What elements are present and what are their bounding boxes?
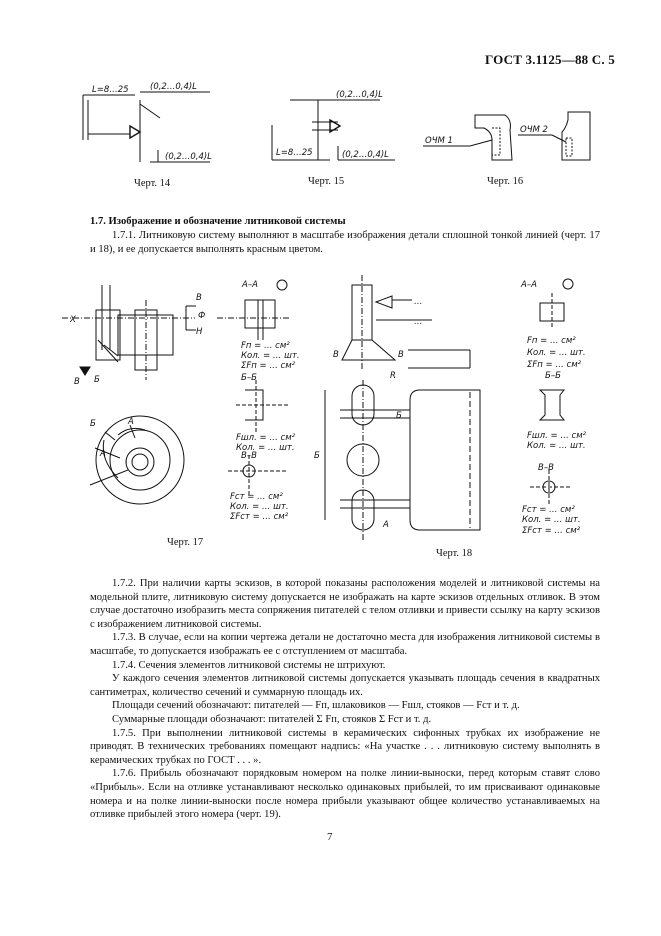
f17-label-v2: В <box>196 293 202 303</box>
f18-dots1: … <box>414 297 423 307</box>
para-1-7-3: 1.7.3. В случае, если на копии чертежа детали не достаточно места для изображения литниковой системы в масштабе, то допускается изображать ее с отступлением от масштаба. <box>90 632 600 657</box>
para-sum-areas: Суммарные площади обозначают: питателей Σ Fп, стояков Σ Fст и т. д. <box>112 713 432 725</box>
para-cross-section: У каждого сечения элементов литниковой системы допускается указывать площадь сечения в квадратных сантиметрах, количество сечений и суммарную площадь их. <box>90 673 600 698</box>
f17-sfst: ΣFст = … см² <box>230 512 289 522</box>
f17-caption: Черт. 17 <box>167 537 204 548</box>
f17-label-b: Б <box>94 375 100 385</box>
para-1-7-1: 1.7.1. Литниковую систему выполняют в масштабе изображения детали сплошной тонкой линией (черт. 17 и 18), и ее допускается выполнять красным цветом. <box>90 230 600 255</box>
f17-kol2: Кол. = … шт. <box>236 443 295 453</box>
f15-caption: Черт. 15 <box>308 176 345 187</box>
para-1-7-2: 1.7.2. При наличии карты эскизов, в которой показаны расположения моделей и литниковой системы на модельной плите, литниковую систему допускается не изображать на карте эскизов отдельных отливок. В этом случае достаточно изобразить места сопряжения питателей с телом отливки и привести ссылку на карту эскизов с изображением литниковой системы. <box>90 578 600 630</box>
f18-label-v: В <box>333 350 339 360</box>
f18-sec-vv: В–В <box>538 463 554 473</box>
para-1-7-4: 1.7.4. Сечения элементов литниковой системы не штрихуют. <box>112 659 386 671</box>
f17-sfp: ΣFп = … см² <box>241 361 296 371</box>
figure-18 <box>325 275 573 540</box>
f17-label-x: Х <box>70 315 76 325</box>
section-intro <box>90 229 600 256</box>
f15-dim1: (0,2…0,4)L <box>336 90 383 100</box>
f17-fst: Fст = … см² <box>230 492 283 502</box>
f18-label-b2: Б <box>314 451 320 461</box>
f17-label-a: А <box>128 417 134 427</box>
f16-l1: ОЧМ 1 <box>425 136 453 146</box>
f14-dim1: L=8…25 <box>92 85 129 95</box>
f18-fst: Fст = … см² <box>522 505 575 515</box>
f17-fp: Fп = … см² <box>241 341 290 351</box>
f18-fshl: Fшл. = … см² <box>527 431 587 441</box>
f14-caption: Черт. 14 <box>134 178 171 189</box>
f18-sec-bb: Б–Б <box>545 371 561 381</box>
f14-dim2: (0,2…0,4)L <box>150 82 197 92</box>
f17-kol1: Кол. = … шт. <box>241 351 300 361</box>
section-title: 1.7. Изображение и обозначение литниковой системы <box>90 216 346 227</box>
f17-label-v: В <box>74 377 80 387</box>
section-body <box>90 577 600 822</box>
f17-fshl: Fшл. = … см² <box>236 433 296 443</box>
f18-label-a: А <box>383 520 389 530</box>
para-1-7-5: 1.7.5. При выполнении литниковой системы в керамических сифонных трубках их изображение не приводят. В технических требованиях помещают надпись: «На участке . . . литниковую систему выполнять в керамических трубках по ГОСТ . . . ». <box>90 727 600 766</box>
f15-dim3: (0,2…0,4)L <box>342 150 389 160</box>
f17-label-phi: Ф <box>198 311 206 321</box>
f15-dim2: L=8…25 <box>276 148 313 158</box>
para-1-7-6: 1.7.6. Прибыль обозначают порядковым номером на полке линии-выноски, перед которым ставят слово «Прибыль». Если на отливке устанавливают несколько одинаковых прибылей, то им присваивают одинаковые номера и на полке линии-выноски после номера прибыли указывают общее количество устанавливаемых на отливке прибылей этого номера (черт. 19). <box>90 768 600 821</box>
f18-fp: Fп = … см² <box>527 336 576 346</box>
page-header: ГОСТ 3.1125—88 С. 5 <box>485 52 615 67</box>
f16-caption: Черт. 16 <box>487 176 524 187</box>
f18-kol3: Кол. = … шт. <box>522 515 581 525</box>
f16-l2: ОЧМ 2 <box>520 125 548 135</box>
figure-17 <box>62 280 290 504</box>
f14-dim3: (0,2…0,4)L <box>165 152 212 162</box>
f18-kol1: Кол. = … шт. <box>527 348 586 358</box>
para-areas: Площади сечений обозначают: питателей — Fп, шлаковиков — Fшл, стояков — Fст и т. д. <box>112 700 520 712</box>
f17-sec-bb: Б–Б <box>241 373 257 383</box>
page-number: 7 <box>327 831 333 843</box>
f17-sec-vv: В–В <box>241 451 257 461</box>
f17-label-b2: Б <box>90 419 96 429</box>
f18-caption: Черт. 18 <box>436 548 473 559</box>
f18-sfst: ΣFст = … см² <box>522 526 581 536</box>
f17-label-h: Н <box>196 327 203 337</box>
f17-kol3: Кол. = … шт. <box>230 502 289 512</box>
f17-sec-aa: А–А <box>242 280 258 290</box>
f18-label-b: Б <box>396 411 402 421</box>
f18-label-v2: В <box>398 350 404 360</box>
f18-label-r: R <box>390 371 396 381</box>
f17-label-a2: А <box>100 449 106 459</box>
f18-dots2: … <box>414 317 423 327</box>
f18-sec-aa: А–А <box>521 280 537 290</box>
f18-kol2: Кол. = … шт. <box>527 441 586 451</box>
f18-sfp: ΣFп = … см² <box>527 360 582 370</box>
